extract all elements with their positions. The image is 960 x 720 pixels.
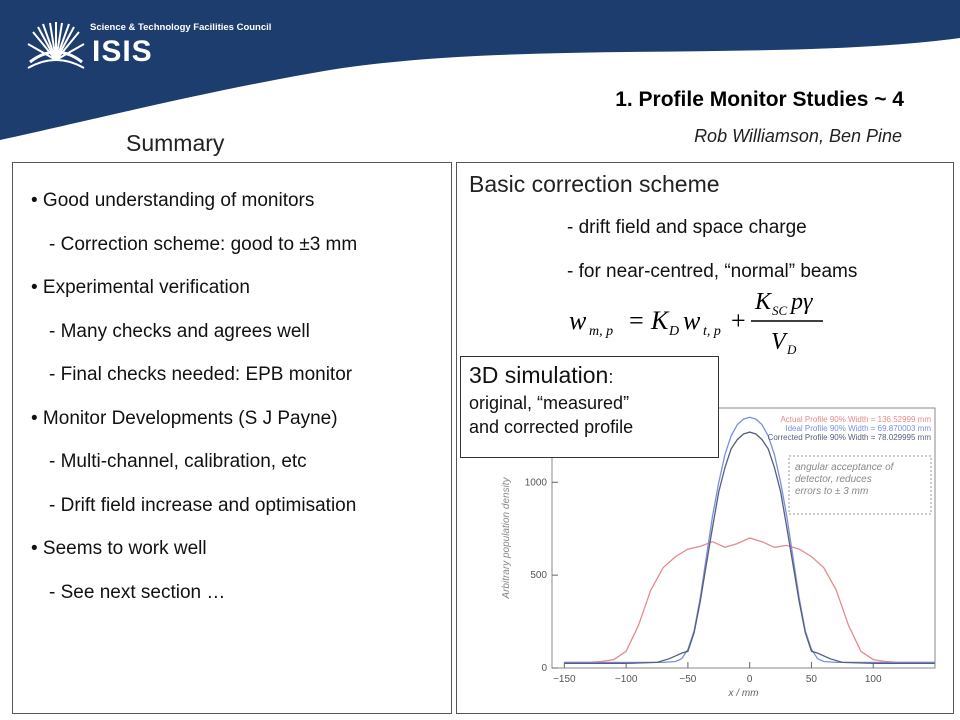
list-item: • Good understanding of monitors <box>31 190 315 211</box>
x-tick-label: 0 <box>746 674 753 685</box>
isis-logo <box>26 12 326 76</box>
sunburst-logo-icon <box>26 12 86 74</box>
summary-list <box>31 189 357 624</box>
legend-entry: Corrected Profile 90% Width = 78.029995 mm <box>767 433 931 442</box>
y-tick-label: 500 <box>530 570 547 582</box>
list-item: - Many checks and agrees well <box>49 320 310 342</box>
svg-text:+: + <box>731 306 746 335</box>
y-axis-label: Arbitrary population density <box>501 477 512 599</box>
y-tick-label: 0 <box>541 663 547 674</box>
list-item: - Final checks needed: EPB monitor <box>49 364 353 385</box>
simulation-line-1: original, “measured” <box>469 393 630 413</box>
x-tick-label: −100 <box>614 674 638 685</box>
org-line: Science & Technology Facilities Council <box>90 22 272 33</box>
svg-text:t, p: t, p <box>703 324 721 339</box>
authors: Rob Williamson, Ben Pine <box>694 126 902 146</box>
summary-heading: Summary <box>126 130 225 156</box>
svg-text:pγ: pγ <box>791 289 813 315</box>
annotation-text: angular acceptance of <box>795 462 894 473</box>
annotation-text: detector, reduces <box>795 474 872 485</box>
correction-heading: Basic correction scheme <box>469 171 720 197</box>
svg-text:D: D <box>787 342 797 355</box>
list-item: - Multi-channel, calibration, etc <box>49 451 307 472</box>
correction-equation <box>553 283 853 355</box>
slide-title: 1. Profile Monitor Studies ~ 4 <box>615 88 904 111</box>
svg-text:D: D <box>669 324 680 339</box>
org-name: ISIS <box>92 35 153 68</box>
list-item: • Seems to work well <box>31 538 207 559</box>
simulation-heading: 3D simulation: <box>469 362 614 388</box>
list-item: • Monitor Developments (S J Payne) <box>31 407 338 429</box>
annotation-text: errors to ± 3 mm <box>795 486 869 497</box>
simulation-callout <box>460 356 719 458</box>
svg-text:w: w <box>683 306 701 335</box>
y-tick-label: 1000 <box>524 477 547 489</box>
correction-line-2: - for near-centred, “normal” beams <box>567 261 858 282</box>
x-tick-label: −50 <box>679 674 697 685</box>
x-tick-label: 50 <box>805 674 818 685</box>
list-item: - Drift field increase and optimisation <box>49 494 357 516</box>
legend-entry: Actual Profile 90% Width = 136.52999 mm <box>780 415 931 424</box>
svg-text:V: V <box>771 329 786 355</box>
svg-text:SC: SC <box>772 303 788 318</box>
x-tick-label: −150 <box>553 674 576 685</box>
summary-panel <box>12 162 452 714</box>
simulation-line-2: and corrected profile <box>469 417 634 437</box>
list-item: - Correction scheme: good to ±3 mm <box>49 233 358 255</box>
legend-entry: Ideal Profile 90% Width = 69.870003 mm <box>785 424 931 433</box>
svg-text:K: K <box>755 289 772 315</box>
svg-text:K: K <box>651 306 669 335</box>
svg-text:=: = <box>629 306 644 335</box>
svg-text:m, p: m, p <box>589 324 614 339</box>
x-axis-label: x / mm <box>728 688 759 699</box>
list-item: - See next section … <box>49 581 226 603</box>
x-tick-label: 100 <box>864 674 882 685</box>
list-item: • Experimental verification <box>31 277 250 298</box>
correction-line-1: - drift field and space charge <box>567 217 807 238</box>
svg-text:w: w <box>569 306 587 335</box>
